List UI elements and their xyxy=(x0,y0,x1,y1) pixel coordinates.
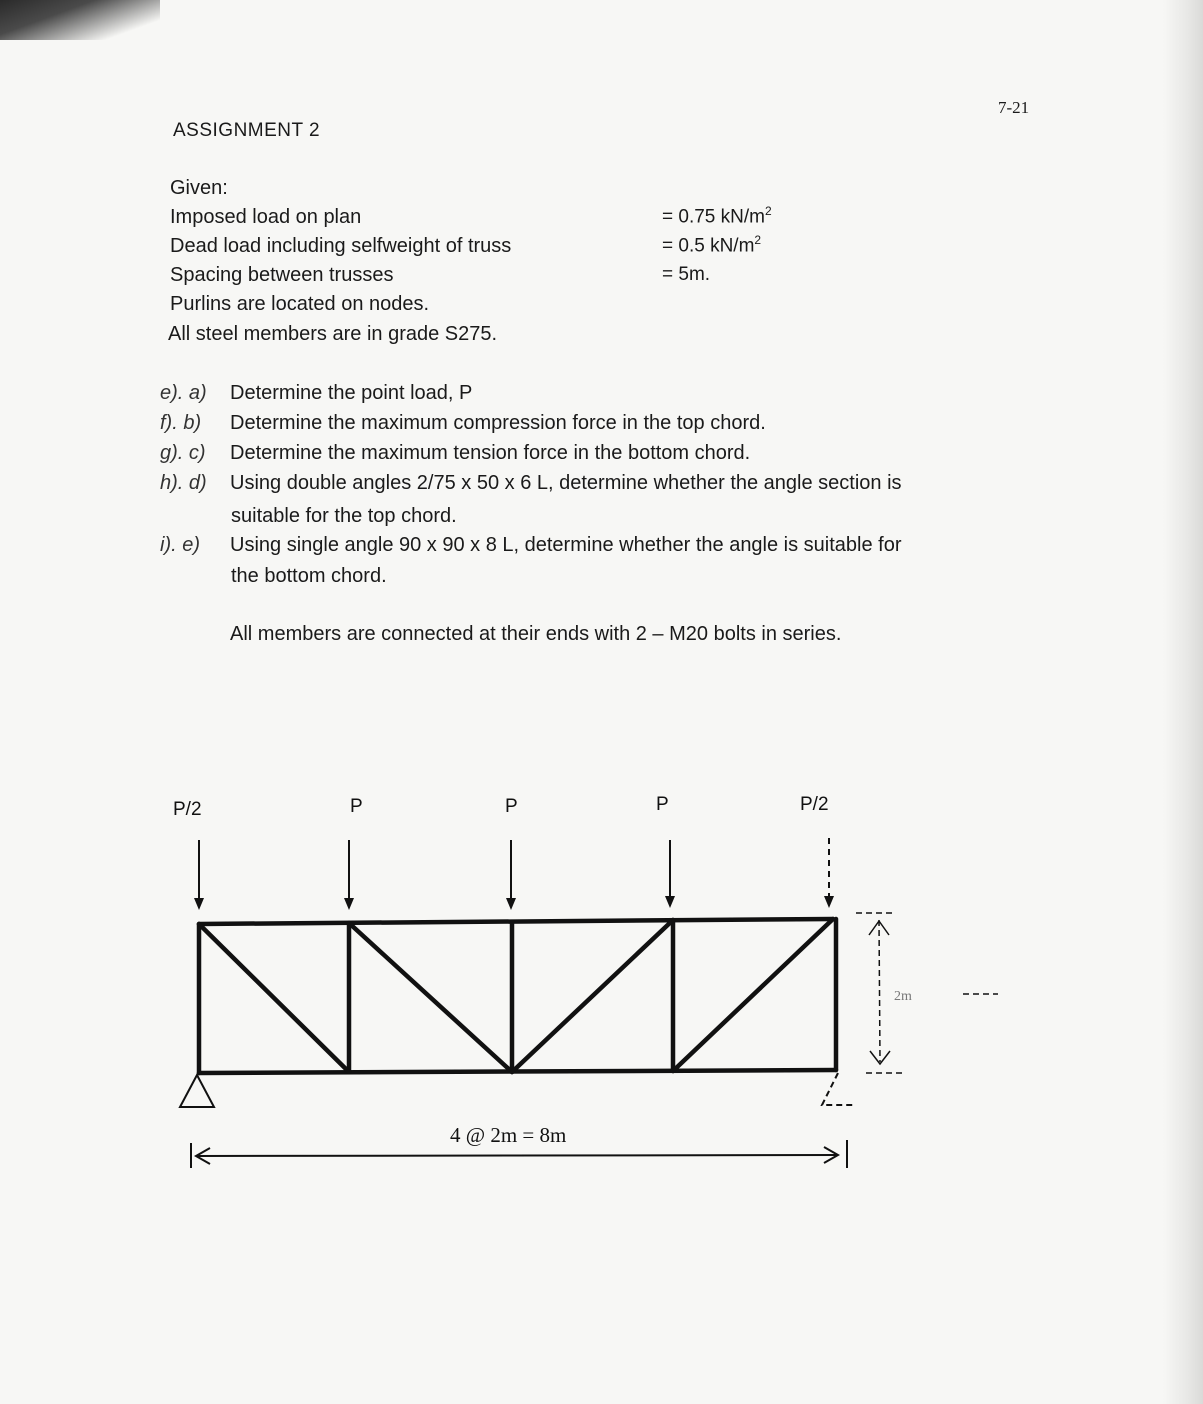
question-continuation: suitable for the top chord. xyxy=(231,505,457,527)
diagonal-member xyxy=(199,924,349,1072)
truss-members xyxy=(199,919,836,1073)
given-label-imposed: Imposed load on plan xyxy=(170,206,362,228)
load-label: P xyxy=(350,796,363,817)
question-text: Determine the point load, P xyxy=(230,382,473,404)
diagonal-member xyxy=(512,920,673,1072)
load-label: P xyxy=(656,794,669,815)
load-arrowhead xyxy=(344,898,354,910)
load-arrowhead xyxy=(506,898,516,910)
load-label: P xyxy=(505,796,518,817)
question-prefix: g). c) xyxy=(160,442,206,464)
load-arrowhead xyxy=(665,896,675,908)
pin-support xyxy=(180,1075,214,1107)
dimension-line xyxy=(196,1155,838,1156)
load-arrowhead xyxy=(194,898,204,910)
question-text: Determine the maximum compression force in the top chord. xyxy=(230,412,766,434)
bolt-note: All members are connected at their ends with 2 – M20 bolts in series. xyxy=(230,623,842,645)
question-continuation: the bottom chord. xyxy=(231,565,387,587)
question-text: Using double angles 2/75 x 50 x 6 L, determine whether the angle section is xyxy=(230,472,902,494)
question-text: Determine the maximum tension force in the bottom chord. xyxy=(230,442,751,464)
load-label: P/2 xyxy=(800,794,829,815)
given-label-dead: Dead load including selfweight of truss xyxy=(170,235,512,257)
question-text: Using single angle 90 x 90 x 8 L, determine whether the angle is suitable for xyxy=(230,534,902,556)
question-prefix: i). e) xyxy=(160,534,200,556)
given-value-dead: = 0.5 $kN/m^2$ xyxy=(662,233,762,257)
load-label: P/2 xyxy=(173,799,202,820)
given-label-spacing: Spacing between trusses xyxy=(170,264,394,286)
top-chord xyxy=(199,919,833,924)
given-purlins: Purlins are located on nodes. xyxy=(170,293,430,315)
height-dimension xyxy=(856,913,998,1073)
diagonal-member xyxy=(349,923,512,1072)
bottom-chord xyxy=(199,1070,836,1073)
page-title: ASSIGNMENT 2 xyxy=(173,120,321,141)
load-arrowhead xyxy=(824,896,834,908)
page-number: 7-21 xyxy=(998,98,1030,117)
load-arrows xyxy=(194,838,834,910)
question-prefix: e). a) xyxy=(160,382,207,404)
given-value-imposed: = 0.75 $kN/m^2$ xyxy=(662,204,772,228)
height-label: 2m xyxy=(894,989,912,1004)
given-heading: Given: xyxy=(170,177,228,199)
given-value-spacing: = 5m. xyxy=(662,264,711,285)
span-label: 4 @ 2m = 8m xyxy=(450,1123,567,1147)
dimension-line xyxy=(879,920,880,1062)
question-prefix: f). b) xyxy=(160,412,202,434)
question-prefix: h). d) xyxy=(160,472,207,494)
given-steel-grade: All steel members are in grade S275. xyxy=(168,323,498,345)
roller-support xyxy=(822,1073,856,1105)
diagonal-member xyxy=(673,919,833,1071)
